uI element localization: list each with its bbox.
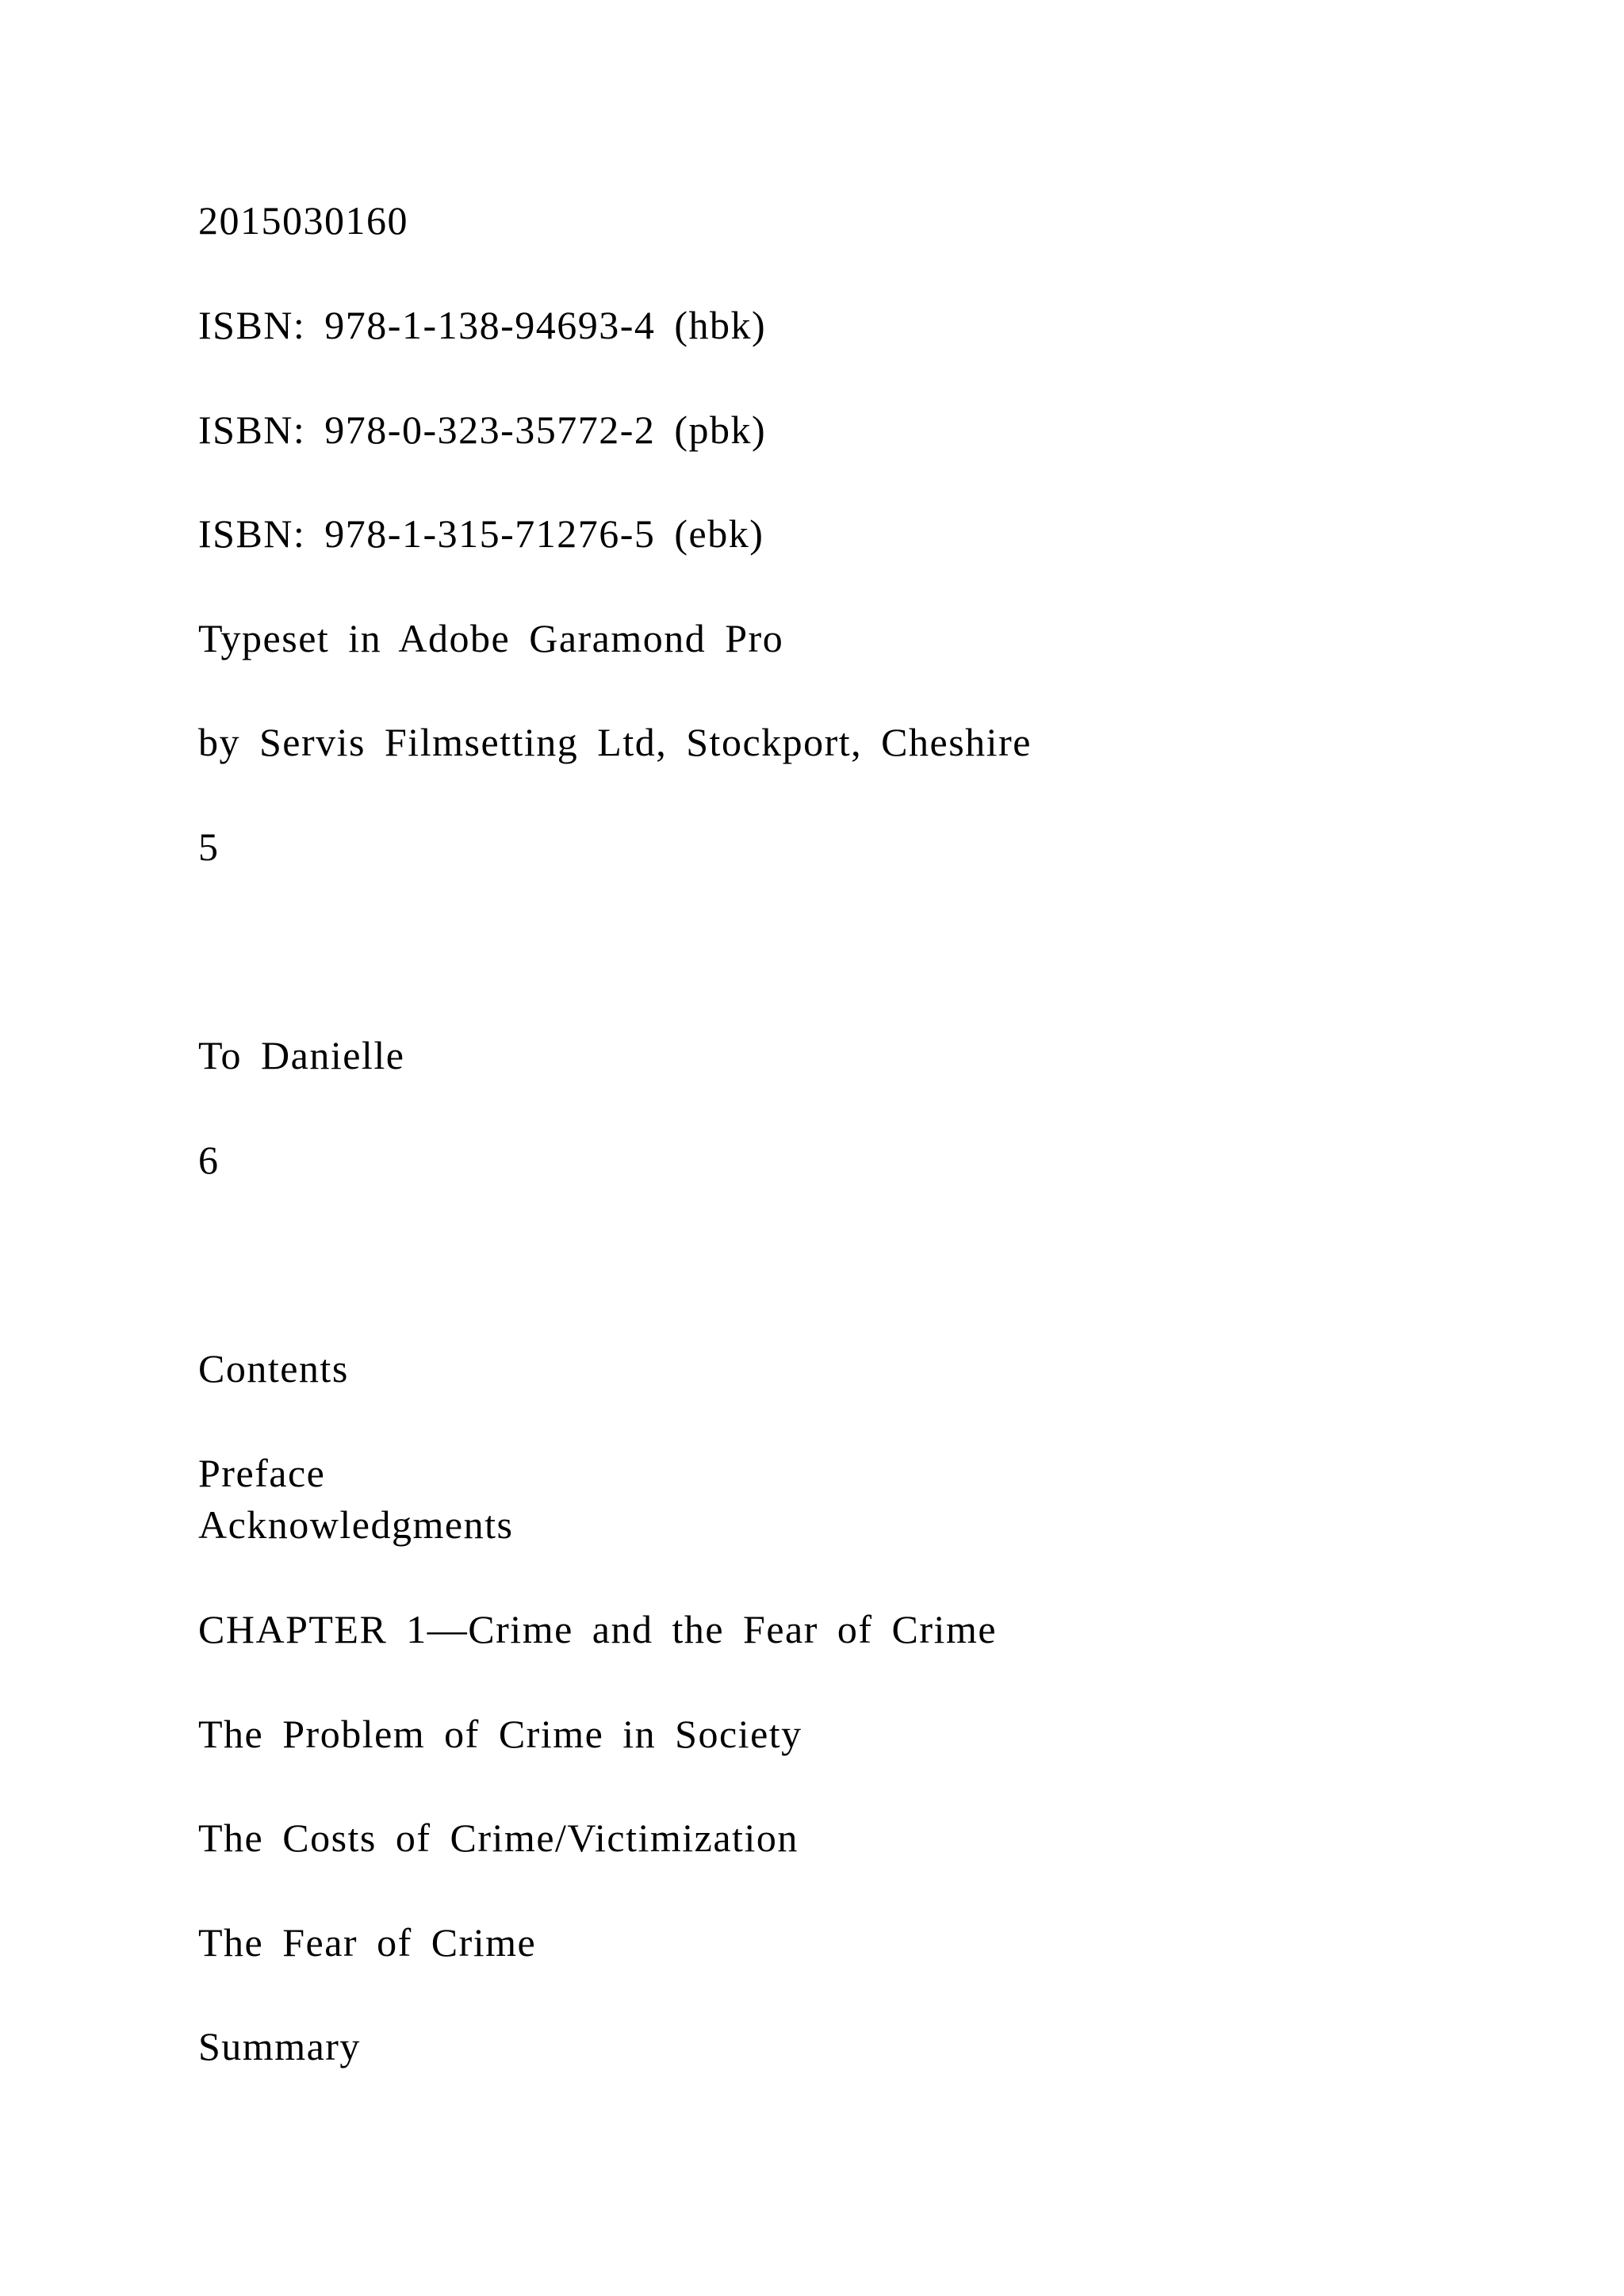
isbn-ebook: ISBN: 978-1-315-71276-5 (ebk)	[198, 511, 764, 556]
toc-entry: Preface	[198, 1451, 326, 1495]
page-number: 5	[198, 825, 220, 869]
dedication: To Danielle	[198, 1033, 405, 1077]
toc-entry: The Problem of Crime in Society	[198, 1712, 802, 1756]
page-number: 6	[198, 1138, 220, 1182]
isbn-hardback: ISBN: 978-1-138-94693-4 (hbk)	[198, 303, 767, 347]
typeset-note: Typeset in Adobe Garamond Pro	[198, 616, 784, 660]
toc-entry: Acknowledgments	[198, 1502, 514, 1547]
contents-heading: Contents	[198, 1346, 349, 1391]
isbn-paperback: ISBN: 978-0-323-35772-2 (pbk)	[198, 408, 767, 452]
toc-entry: The Costs of Crime/Victimization	[198, 1816, 799, 1860]
catalog-number: 2015030160	[198, 198, 408, 243]
toc-chapter-title: CHAPTER 1—Crime and the Fear of Crime	[198, 1607, 998, 1651]
toc-entry: The Fear of Crime	[198, 1920, 537, 1965]
typesetter-note: by Servis Filmsetting Ltd, Stockport, Cheshire	[198, 720, 1032, 764]
toc-entry: Summary	[198, 2024, 361, 2068]
